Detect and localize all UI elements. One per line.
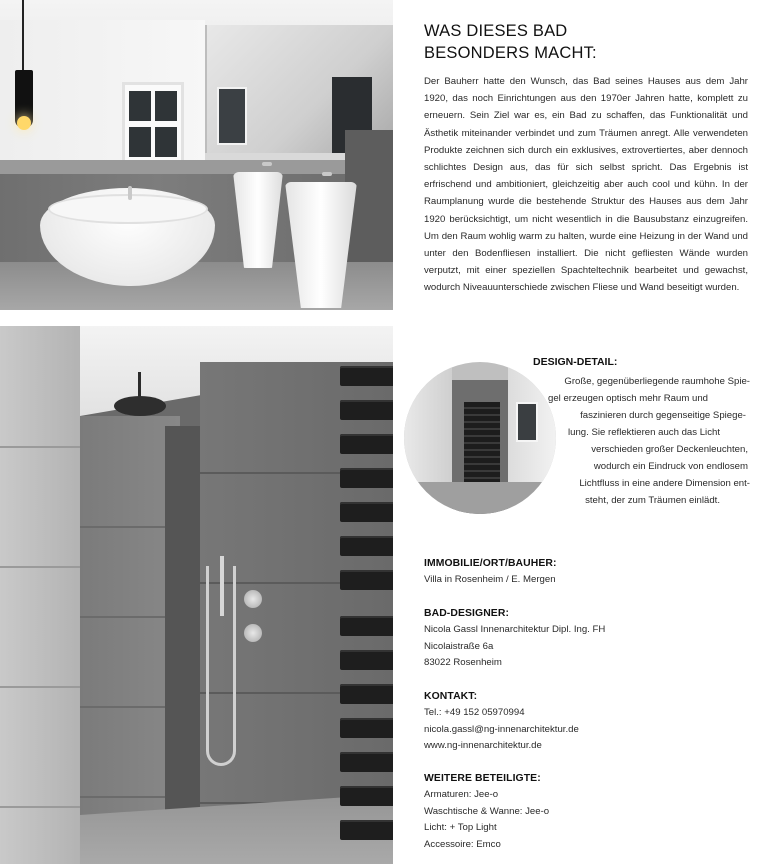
design-detail-line: gel erzeugen optisch mehr Raum und bbox=[548, 393, 708, 404]
design-detail-line: steht, der zum Träumen einlädt. bbox=[585, 495, 720, 506]
info-immobilie bbox=[424, 556, 754, 589]
pendant-cord bbox=[22, 0, 24, 72]
design-detail-line: lung. Sie reflektieren auch das Licht bbox=[568, 427, 720, 438]
tub-filler bbox=[128, 186, 132, 200]
photo-ledge bbox=[0, 160, 393, 174]
article-body: Der Bauherr hatte den Wunsch, das Bad seines Hauses aus dem Jahr 1920, das noch Einrichtungen aus den 1970er Jahren hatte, komplett zu erneuern. Sein Ziel war es, ein Bad zu schaffen, das Funktionalität und Ästhetik miteinander verbindet und zum Träumen anregt. Alle verwendeten Produkte zeichnen sich durch ein exklusives, extrovertiertes, aber dennoch schlichtes Design aus, das für sich selbst spricht. Das Ergebnis ist erfrischend und ambitioniert, gleichzeitig aber auch cool und kühn. In der Raumplanung wurde die bestehende Struktur des Hauses aus dem Jahr 1920 berücksichtigt, um nicht wesentlich in die Bausubstanz einzugreifen. Um den Raum wohlig warm zu halten, wurde eine Heizung in der Wand und unter den Bodenfliesen installiert. Die nicht gefliesten Wände wurden verputzt, mit einer speziellen Spachteltechnik bearbeitet und gewachst, wodurch Niveauunterschiede zwischen Fliese und Wand beseitigt wurden. bbox=[424, 76, 748, 294]
design-detail-line: verschieden großer Deckenleuchten, bbox=[591, 444, 748, 455]
info-value: Armaturen: Jee-o bbox=[424, 789, 499, 800]
info-label: WEITERE BETEILIGTE: bbox=[424, 773, 541, 784]
shower-niche bbox=[165, 426, 205, 864]
info-value: 83022 Rosenheim bbox=[424, 657, 502, 669]
design-detail-line: Große, gegenüberliegende raumhohe Spie- bbox=[564, 376, 750, 387]
info-value: Nicola Gassl Innenarchitektur Dipl. Ing. FH bbox=[424, 624, 606, 635]
info-beteiligte bbox=[424, 771, 754, 853]
photo-window bbox=[122, 82, 184, 164]
info-value: Waschtische & Wanne: Jee-o bbox=[424, 805, 550, 817]
article-heading bbox=[424, 20, 754, 64]
info-value: Tel.: +49 152 05970994 bbox=[424, 707, 525, 718]
design-detail-line: Lichtfluss in eine andere Dimension ent- bbox=[579, 478, 750, 489]
design-detail-title: DESIGN-DETAIL: bbox=[533, 356, 618, 368]
info-value[interactable]: nicola.gassl@ng-innenarchitektur.de bbox=[424, 723, 579, 735]
towel-radiator bbox=[340, 366, 393, 864]
tap-right bbox=[322, 172, 332, 176]
rain-shower-head bbox=[114, 396, 166, 416]
info-value: Licht: + Top Light bbox=[424, 822, 497, 834]
design-detail-line: faszinieren durch gegenseitige Spiege- bbox=[580, 410, 746, 421]
info-value: Nicolaistraße 6a bbox=[424, 640, 494, 652]
info-kontakt bbox=[424, 689, 754, 755]
design-detail-photo bbox=[404, 362, 556, 514]
lamp-glow bbox=[17, 116, 31, 130]
info-value: Accessoire: Emco bbox=[424, 838, 501, 850]
info-label: BAD-DESIGNER: bbox=[424, 608, 510, 619]
design-detail-line: wodurch ein Eindruck von endlosem bbox=[593, 461, 748, 472]
shower-valve-top bbox=[244, 590, 262, 608]
info-label: KONTAKT: bbox=[424, 691, 478, 702]
heading-line-2: BESONDERS MACHT: bbox=[424, 44, 597, 62]
info-label: IMMOBILIE/ORT/BAUHER: bbox=[424, 558, 557, 569]
heading-line-1: WAS DIESES BAD bbox=[424, 22, 568, 40]
shower-left-wall bbox=[0, 326, 80, 864]
info-designer bbox=[424, 606, 754, 672]
shower-valve-bottom bbox=[244, 624, 262, 642]
info-value[interactable]: www.ng-innenarchitektur.de bbox=[424, 740, 542, 752]
info-value: Villa in Rosenheim / E. Mergen bbox=[424, 574, 556, 585]
shower-hose bbox=[206, 566, 236, 766]
bathroom-photo-bathtub bbox=[0, 0, 393, 310]
tap-left bbox=[262, 162, 272, 166]
bathroom-photo-shower bbox=[0, 326, 393, 864]
